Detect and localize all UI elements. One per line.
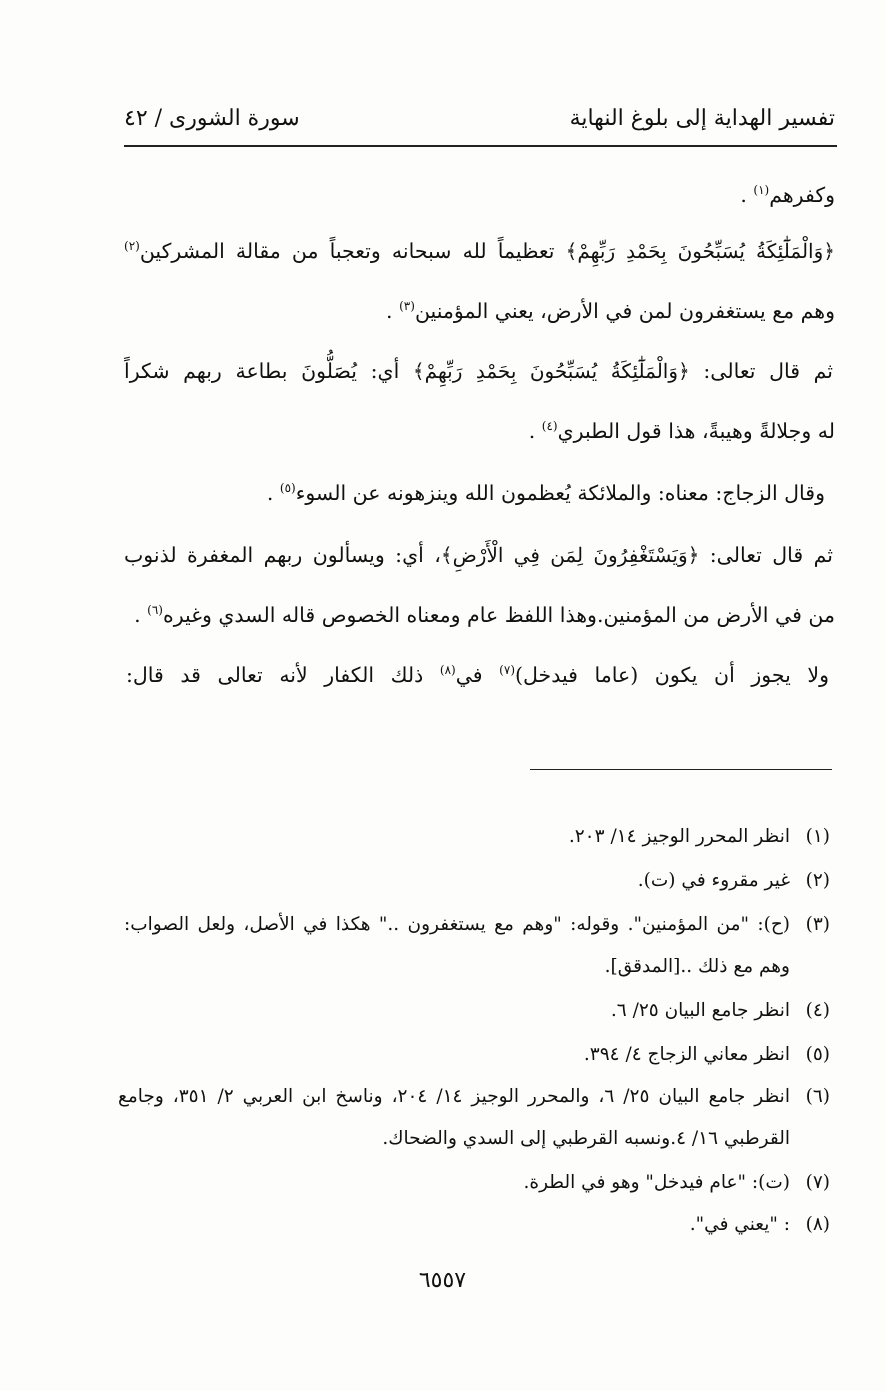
- surah-title: سورة الشورى / ٤٢: [124, 106, 300, 131]
- body-line-8: من في الأرض من المؤمنين.وهذا اللفظ عام ومعناه الخصوص قاله السدي وغيره$^{(٦)}$ .: [134, 603, 835, 627]
- header-rule: [124, 145, 837, 147]
- footnote-number: (٤): [805, 1000, 830, 1021]
- footnote-text: غير مقروء في (ت).: [637, 870, 790, 891]
- footnote-number: (٥): [805, 1044, 830, 1065]
- footnote-text: : "يعني في".: [689, 1214, 790, 1235]
- body-line-5: له وجلالةً وهيبةً، هذا قول الطبري$^{(٤)}$ .: [528, 419, 835, 443]
- footnote-number: (٨): [805, 1214, 830, 1235]
- footnote-ref[interactable]: (٣): [399, 299, 415, 314]
- footnote-ref[interactable]: (١): [753, 183, 770, 198]
- footnote-separator: [530, 769, 832, 770]
- body-line-6: وقال الزجاج: معناه: والملائكة يُعظمون الله وينزهونه عن السوء$^{(٥)}$ .: [266, 481, 825, 505]
- footnote-text: (ت): "عام فيدخل" وهو في الطرة.: [523, 1172, 790, 1193]
- body-line-9: ولا يجوز أن يكون (عاما فيدخل)$^{(٧)}$ في$^{(٨)}$ ذلك الكفار لأنه تعالى قد قال:: [126, 663, 829, 687]
- quran-verse: ﴿وَالْمَلَٰٓئِكَةُ يُسَبِّحُونَ بِحَمْدِ رَبِّهِمْ﴾: [412, 359, 690, 383]
- footnote-ref[interactable]: (٧): [499, 663, 515, 678]
- footnote-number: (٧): [805, 1172, 830, 1193]
- footnote-text: انظر المحرر الوجيز ١٤/ ٢٠٣.: [568, 826, 790, 847]
- page-number: ٦٥٥٧: [418, 1268, 467, 1293]
- footnote-ref[interactable]: (٢): [124, 239, 140, 254]
- footnote-text: انظر جامع البيان ٢٥/ ٦.: [610, 1000, 790, 1021]
- body-line-2: ﴿وَالْمَلَٰٓئِكَةُ يُسَبِّحُونَ بِحَمْدِ رَبِّهِمْ﴾ تعظيماً لله سبحانه وتعجباً من مقالة المشركين$^{(٢)}$: [124, 239, 835, 263]
- running-title: تفسير الهداية إلى بلوغ النهاية: [569, 106, 835, 131]
- body-line-3: وهم مع يستغفرون لمن في الأرض، يعني المؤمنين$^{(٣)}$ .: [386, 299, 835, 323]
- footnote-text: انظر جامع البيان ٢٥/ ٦، والمحرر الوجيز ١٤/ ٢٠٤، وناسخ ابن العربي ٢/ ٣٥١، وجامع: [118, 1086, 790, 1107]
- body-line-4: ثم قال تعالى: ﴿وَالْمَلَٰٓئِكَةُ يُسَبِّحُونَ بِحَمْدِ رَبِّهِمْ﴾ أي: يُصَلُّونَ بطاعة ربهم شكراً: [124, 359, 834, 383]
- footnote-ref[interactable]: (٤): [541, 419, 558, 434]
- footnote-ref[interactable]: (٥): [279, 481, 296, 496]
- footnote-text: انظر معاني الزجاج ٤/ ٣٩٤.: [583, 1044, 790, 1065]
- footnote-text-continued: القرطبي ١٦/ ٤.ونسبه القرطبي إلى السدي والضحاك.: [382, 1128, 790, 1149]
- body-line-7: ثم قال تعالى: ﴿وَيَسْتَغْفِرُونَ لِمَن فِي الْأَرْضِ﴾، أي: ويسألون ربهم المغفرة لذنوب: [124, 543, 834, 567]
- quran-verse: ﴿وَالْمَلَٰٓئِكَةُ يُسَبِّحُونَ بِحَمْدِ رَبِّهِمْ﴾: [565, 239, 835, 263]
- footnote-number: (٦): [805, 1086, 830, 1107]
- footnote-ref[interactable]: (٦): [147, 603, 163, 618]
- footnote-ref[interactable]: (٨): [439, 663, 456, 678]
- footnote-number: (٣): [805, 914, 830, 935]
- footnote-text: (ح): "من المؤمنين". وقوله: "وهم مع يستغفرون .." هكذا في الأصل، ولعل الصواب:: [124, 914, 790, 935]
- body-line-1: وكفرهم$^{(١)}$ .: [740, 183, 835, 207]
- footnote-text-continued: وهم مع ذلك ..[المدقق].: [604, 956, 790, 977]
- footnote-number: (١): [805, 826, 830, 847]
- quran-verse: ﴿وَيَسْتَغْفِرُونَ لِمَن فِي الْأَرْضِ﴾: [440, 543, 700, 567]
- footnote-number: (٢): [805, 870, 830, 891]
